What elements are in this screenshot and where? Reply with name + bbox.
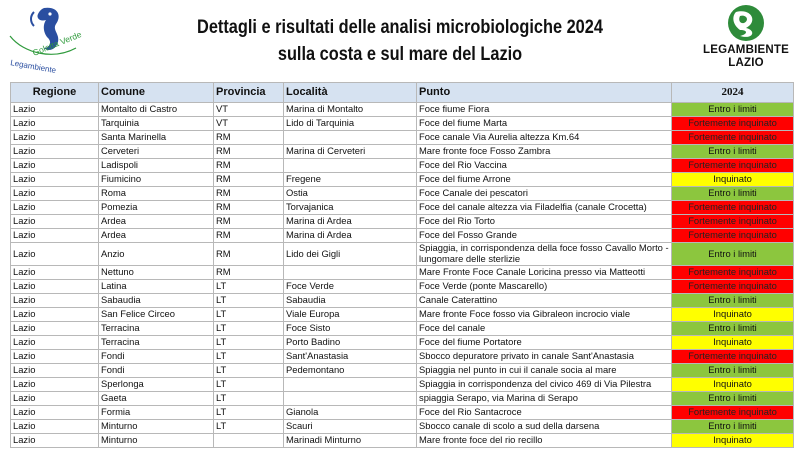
result-cell: Entro i limiti: [672, 420, 794, 434]
regione-cell: Lazio: [11, 350, 99, 364]
provincia-cell: LT: [214, 406, 284, 420]
table-row: [11, 406, 794, 420]
comune-cell: Minturno: [99, 434, 214, 448]
punto-cell: Foce canale Via Aurelia altezza Km.64: [417, 131, 672, 145]
provincia-cell: LT: [214, 294, 284, 308]
localita-cell: Torvajanica: [284, 201, 417, 215]
provincia-cell: RM: [214, 243, 284, 266]
punto-cell: Foce del canale altezza via Filadelfia (canale Crocetta): [417, 201, 672, 215]
punto-cell: Foce del Fosso Grande: [417, 229, 672, 243]
localita-cell: [284, 266, 417, 280]
leaf-icon: [696, 2, 796, 44]
goletta-verde-logo: [4, 2, 94, 78]
table-row: [11, 103, 794, 117]
comune-cell: Montalto di Castro: [99, 103, 214, 117]
punto-cell: Foce del canale: [417, 322, 672, 336]
table-row: [11, 145, 794, 159]
table-row: [11, 173, 794, 187]
punto-cell: Foce del Rio Santacroce: [417, 406, 672, 420]
comune-cell: Fiumicino: [99, 173, 214, 187]
punto-cell: Foce Verde (ponte Mascarello): [417, 280, 672, 294]
table-row: [11, 350, 794, 364]
table-row: [11, 308, 794, 322]
legambiente-small-text: Legambiente: [9, 58, 57, 76]
column-header-2024: 2024: [672, 83, 794, 103]
table-row: [11, 131, 794, 145]
result-cell: Fortemente inquinato: [672, 131, 794, 145]
punto-cell: Mare fronte foce Fosso Zambra: [417, 145, 672, 159]
comune-cell: Roma: [99, 187, 214, 201]
lazio-label: LAZIO: [728, 57, 764, 69]
comune-cell: Tarquinia: [99, 117, 214, 131]
regione-cell: Lazio: [11, 229, 99, 243]
punto-cell: Spiaggia, in corrispondenza della foce fosso Cavallo Morto - lungomare delle sterlizie: [417, 243, 672, 266]
provincia-cell: RM: [214, 131, 284, 145]
provincia-cell: RM: [214, 215, 284, 229]
provincia-cell: RM: [214, 159, 284, 173]
table-row: [11, 117, 794, 131]
regione-cell: Lazio: [11, 406, 99, 420]
punto-cell: Foce fiume Fiora: [417, 103, 672, 117]
provincia-cell: VT: [214, 103, 284, 117]
provincia-cell: LT: [214, 378, 284, 392]
comune-cell: Cerveteri: [99, 145, 214, 159]
punto-cell: Sbocco canale di scolo a sud della darsena: [417, 420, 672, 434]
localita-cell: [284, 131, 417, 145]
regione-cell: Lazio: [11, 364, 99, 378]
localita-cell: [284, 392, 417, 406]
localita-cell: Porto Badino: [284, 336, 417, 350]
comune-cell: Sabaudia: [99, 294, 214, 308]
comune-cell: Formia: [99, 406, 214, 420]
localita-cell: Marina di Ardea: [284, 215, 417, 229]
regione-cell: Lazio: [11, 420, 99, 434]
punto-cell: Canale Caterattino: [417, 294, 672, 308]
comune-cell: Sperlonga: [99, 378, 214, 392]
column-header-punto: Punto: [417, 83, 672, 103]
localita-cell: Pedemontano: [284, 364, 417, 378]
regione-cell: Lazio: [11, 159, 99, 173]
result-cell: Inquinato: [672, 378, 794, 392]
regione-cell: Lazio: [11, 201, 99, 215]
localita-cell: Sant'Anastasia: [284, 350, 417, 364]
provincia-cell: LT: [214, 350, 284, 364]
goletta-verde-text: Goletta Verde: [31, 29, 83, 58]
regione-cell: Lazio: [11, 145, 99, 159]
comune-cell: Terracina: [99, 336, 214, 350]
result-cell: Inquinato: [672, 308, 794, 322]
regione-cell: Lazio: [11, 131, 99, 145]
comune-cell: Fondi: [99, 364, 214, 378]
punto-cell: Spiaggia in corrispondenza del civico 469 di Via Pilestra: [417, 378, 672, 392]
legambiente-lazio-text: [696, 44, 796, 70]
localita-cell: Fregene: [284, 173, 417, 187]
result-cell: Fortemente inquinato: [672, 350, 794, 364]
table-row: [11, 378, 794, 392]
table-row: [11, 420, 794, 434]
table-row: [11, 364, 794, 378]
table-row: [11, 229, 794, 243]
regione-cell: Lazio: [11, 243, 99, 266]
provincia-cell: LT: [214, 420, 284, 434]
result-cell: Fortemente inquinato: [672, 406, 794, 420]
provincia-cell: LT: [214, 336, 284, 350]
regione-cell: Lazio: [11, 280, 99, 294]
provincia-cell: RM: [214, 229, 284, 243]
table-header-row: [11, 83, 794, 103]
regione-cell: Lazio: [11, 378, 99, 392]
result-cell: Entro i limiti: [672, 145, 794, 159]
localita-cell: Viale Europa: [284, 308, 417, 322]
regione-cell: Lazio: [11, 187, 99, 201]
punto-cell: spiaggia Serapo, via Marina di Serapo: [417, 392, 672, 406]
comune-cell: Gaeta: [99, 392, 214, 406]
table-body: [11, 103, 794, 448]
localita-cell: Gianola: [284, 406, 417, 420]
regione-cell: Lazio: [11, 266, 99, 280]
comune-cell: Fondi: [99, 350, 214, 364]
punto-cell: Mare Fronte Foce Canale Loricina presso via Matteotti: [417, 266, 672, 280]
legambiente-label: LEGAMBIENTE: [703, 44, 789, 56]
comune-cell: Ardea: [99, 229, 214, 243]
result-cell: Inquinato: [672, 336, 794, 350]
result-cell: Inquinato: [672, 434, 794, 448]
results-table: [10, 82, 794, 448]
regione-cell: Lazio: [11, 173, 99, 187]
localita-cell: Marina di Ardea: [284, 229, 417, 243]
table-row: [11, 215, 794, 229]
comune-cell: Ardea: [99, 215, 214, 229]
punto-cell: Spiaggia nel punto in cui il canale socia al mare: [417, 364, 672, 378]
provincia-cell: LT: [214, 322, 284, 336]
result-cell: Fortemente inquinato: [672, 117, 794, 131]
result-cell: Entro i limiti: [672, 187, 794, 201]
regione-cell: Lazio: [11, 103, 99, 117]
result-cell: Entro i limiti: [672, 243, 794, 266]
localita-cell: Marina di Cerveteri: [284, 145, 417, 159]
provincia-cell: RM: [214, 173, 284, 187]
legambiente-lazio-logo: [696, 2, 796, 74]
comune-cell: Latina: [99, 280, 214, 294]
table-row: [11, 336, 794, 350]
column-header-comune: Comune: [99, 83, 214, 103]
result-cell: Entro i limiti: [672, 322, 794, 336]
column-header-provincia: Provincia: [214, 83, 284, 103]
result-cell: Fortemente inquinato: [672, 201, 794, 215]
localita-cell: Sabaudia: [284, 294, 417, 308]
provincia-cell: LT: [214, 280, 284, 294]
column-header-regione: Regione: [11, 83, 99, 103]
result-cell: Entro i limiti: [672, 392, 794, 406]
regione-cell: Lazio: [11, 336, 99, 350]
localita-cell: Foce Verde: [284, 280, 417, 294]
punto-cell: Mare fronte foce del rio recillo: [417, 434, 672, 448]
regione-cell: Lazio: [11, 308, 99, 322]
table-row: [11, 201, 794, 215]
page-title: [185, 14, 615, 68]
regione-cell: Lazio: [11, 215, 99, 229]
localita-cell: Lido di Tarquinia: [284, 117, 417, 131]
result-cell: Fortemente inquinato: [672, 280, 794, 294]
localita-cell: [284, 159, 417, 173]
localita-cell: Ostia: [284, 187, 417, 201]
result-cell: Fortemente inquinato: [672, 159, 794, 173]
comune-cell: Nettuno: [99, 266, 214, 280]
localita-cell: [284, 378, 417, 392]
localita-cell: Scauri: [284, 420, 417, 434]
comune-cell: Santa Marinella: [99, 131, 214, 145]
table-row: [11, 159, 794, 173]
comune-cell: Anzio: [99, 243, 214, 266]
localita-cell: Marina di Montalto: [284, 103, 417, 117]
punto-cell: Mare fronte Foce fosso via Gibraleon incrocio viale: [417, 308, 672, 322]
regione-cell: Lazio: [11, 294, 99, 308]
column-header-localita: Località: [284, 83, 417, 103]
table-row: [11, 434, 794, 448]
result-cell: Fortemente inquinato: [672, 229, 794, 243]
table-row: [11, 280, 794, 294]
comune-cell: Pomezia: [99, 201, 214, 215]
provincia-cell: [214, 434, 284, 448]
punto-cell: Foce Canale dei pescatori: [417, 187, 672, 201]
punto-cell: Foce del Rio Torto: [417, 215, 672, 229]
comune-cell: Terracina: [99, 322, 214, 336]
result-cell: Inquinato: [672, 173, 794, 187]
provincia-cell: LT: [214, 308, 284, 322]
title-line-2: sulla costa e sul mare del Lazio: [277, 44, 523, 65]
punto-cell: Sbocco depuratore privato in canale Sant'Anastasia: [417, 350, 672, 364]
regione-cell: Lazio: [11, 392, 99, 406]
comune-cell: San Felice Circeo: [99, 308, 214, 322]
regione-cell: Lazio: [11, 434, 99, 448]
table-row: [11, 187, 794, 201]
provincia-cell: RM: [214, 187, 284, 201]
comune-cell: Ladispoli: [99, 159, 214, 173]
provincia-cell: LT: [214, 392, 284, 406]
provincia-cell: RM: [214, 266, 284, 280]
title-line-1: Dettagli e risultati delle analisi microbiologiche 2024: [197, 17, 603, 38]
punto-cell: Foce del fiume Marta: [417, 117, 672, 131]
punto-cell: Foce del fiume Portatore: [417, 336, 672, 350]
provincia-cell: RM: [214, 201, 284, 215]
localita-cell: Lido dei Gigli: [284, 243, 417, 266]
table-row: [11, 243, 794, 266]
table-row: [11, 294, 794, 308]
provincia-cell: LT: [214, 364, 284, 378]
provincia-cell: RM: [214, 145, 284, 159]
localita-cell: Marinadi Minturno: [284, 434, 417, 448]
seahorse-icon: [4, 2, 94, 78]
punto-cell: Foce del fiume Arrone: [417, 173, 672, 187]
result-cell: Fortemente inquinato: [672, 215, 794, 229]
table-row: [11, 266, 794, 280]
table-row: [11, 322, 794, 336]
provincia-cell: VT: [214, 117, 284, 131]
result-cell: Entro i limiti: [672, 364, 794, 378]
regione-cell: Lazio: [11, 322, 99, 336]
comune-cell: Minturno: [99, 420, 214, 434]
punto-cell: Foce del Rio Vaccina: [417, 159, 672, 173]
regione-cell: Lazio: [11, 117, 99, 131]
result-cell: Entro i limiti: [672, 103, 794, 117]
table-row: [11, 392, 794, 406]
result-cell: Entro i limiti: [672, 294, 794, 308]
localita-cell: Foce Sisto: [284, 322, 417, 336]
result-cell: Fortemente inquinato: [672, 266, 794, 280]
